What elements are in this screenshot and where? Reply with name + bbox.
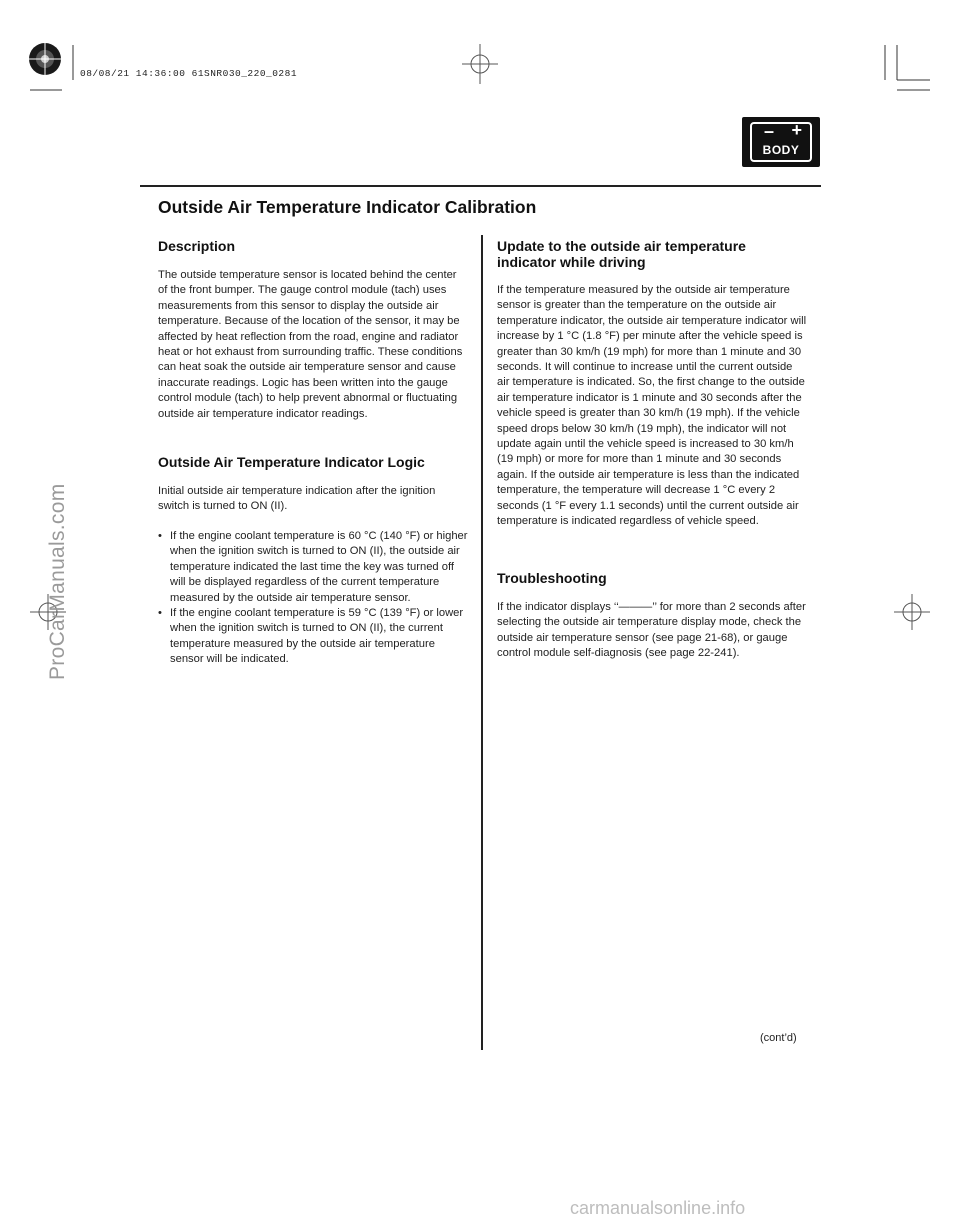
title-rule (140, 185, 821, 187)
badge-label: BODY (762, 143, 800, 157)
page-title: Outside Air Temperature Indicator Calibration (158, 197, 537, 217)
troubleshooting-heading: Troubleshooting (497, 570, 607, 586)
footer-watermark: carmanualsonline.info (570, 1198, 746, 1218)
update-heading: Update to the outside air temperature indicator while driving (497, 238, 746, 270)
crosshair-right-icon (894, 594, 930, 630)
update-text: If the temperature measured by the outside air temperature sensor is greater than the temperature on the outside air temperature indicator, the outside air temperature indicator will increase by 1 °C (1.8 °F) per minute after the vehicle speed is greater than 30 km/h (19 mph) for more than 1 minute and 30 seconds. It will continue to increase until the current outside air temperature is indicated. So, the first change to the outside air temperature indicator is 1 minute and 30 seconds after the vehicle speed is greater than 30 km/h (19 mph). If the vehicle speed drops below 30 km/h (19 mph), the indicator will not update again until the vehicle speed is increased to 30 km/h (19 mph) or more for more than 1 minute and 30 seconds again. If the outside air temperature is less than the indicated temperature, the temperature will decrease 1 °C every 2 seconds (1 °F every 1.1 seconds) until the current outside air temperature is indicated regardless of vehicle speed. (497, 284, 807, 528)
column-divider (481, 235, 483, 1050)
registration-target-icon (20, 34, 70, 84)
print-timestamp: 08/08/21 14:36:00 61SNR030_220_0281 (80, 68, 298, 79)
troubleshooting-text: If the indicator displays ‘‘———’’ for more than 2 seconds after selecting the outside air temperature display mode, check the outside air temperature sensor (see page 21-68), or gauge control module self-diagnosis (see page 22-241). (497, 601, 806, 660)
continued-note: (cont’d) (760, 1032, 797, 1044)
description-heading: Description (158, 238, 236, 254)
logic-heading: Outside Air Temperature Indicator Logic (158, 454, 425, 470)
side-watermark: ProCarManuals.com (46, 483, 69, 680)
description-text: The outside temperature sensor is located behind the center of the front bumper. The gauge control module (tach) uses measurements from this sensor to display the outside air temperature. Because of the location of the sensor, it may be affected by heat reflection from the road, engine and radiator heat or hot exhaust from surrounding traffic. These conditions can heat soak the outside air temperature sensor and cause inaccurate readings. Logic has been written into the gauge control module (tach) to help prevent abnormal or fluctuating outside air temperature indicator readings. (158, 269, 463, 420)
list-item: • If the engine coolant temperature is 59 °C (139 °F) or lower when the ignition switch is turned to ON (II), the current temperature measured by the outside air temperature sensor will be indicated. (158, 607, 464, 666)
logic-bullet-list (158, 529, 468, 668)
list-item: • If the engine coolant temperature is 60 °C (140 °F) or higher when the ignition switch is turned to ON (II), the outside air temperature indicated the last time the key was turned off will be displayed regardless of the current temperature measured by the outside air temperature sensor. (158, 530, 468, 604)
battery-icon: – + BODY (750, 122, 812, 162)
logic-intro: Initial outside air temperature indication after the ignition switch is turned to ON (II). (158, 485, 436, 513)
body-section-badge (742, 117, 820, 167)
crosshair-top-icon (462, 44, 498, 84)
